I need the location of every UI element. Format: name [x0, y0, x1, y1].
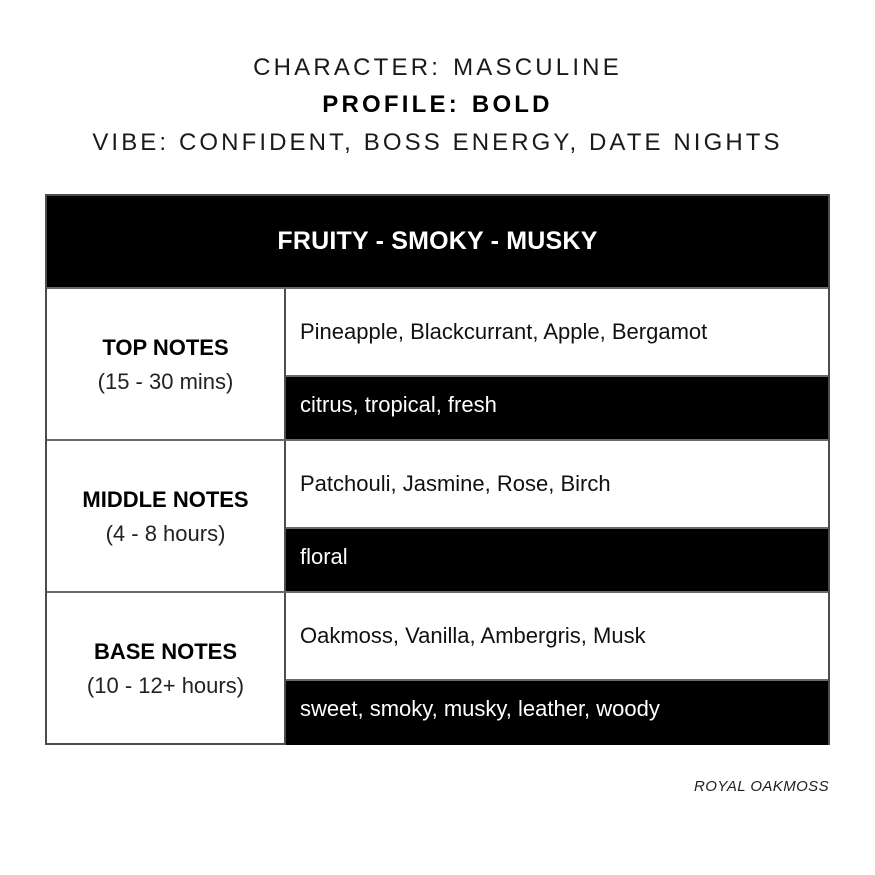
character-value: MASCULINE [453, 54, 622, 81]
top-notes-row [47, 289, 828, 441]
base-notes-ingredients: Oakmoss, Vanilla, Ambergris, Musk [286, 593, 828, 681]
middle-notes-duration: (4 - 8 hours) [105, 521, 226, 546]
profile-line [0, 91, 875, 119]
base-notes-accords: sweet, smoky, musky, leather, woody [286, 681, 828, 745]
middle-notes-accords: floral [286, 529, 828, 593]
scent-family-heading: FRUITY - SMOKY - MUSKY [47, 196, 828, 289]
top-notes-ingredients: Pineapple, Blackcurrant, Apple, Bergamot [286, 289, 828, 377]
top-notes-label-cell [47, 289, 286, 441]
character-key: CHARACTER: [253, 54, 442, 81]
base-notes-title: BASE NOTES [93, 639, 238, 664]
top-notes-title: TOP NOTES [102, 335, 229, 360]
middle-notes-ingredients: Patchouli, Jasmine, Rose, Birch [286, 441, 828, 529]
middle-notes-row [47, 441, 828, 593]
base-notes-label-cell [47, 593, 286, 745]
character-line [0, 54, 875, 82]
middle-notes-label-cell [47, 441, 286, 593]
middle-notes-title: MIDDLE NOTES [82, 487, 249, 512]
top-notes-accords: citrus, tropical, fresh [286, 377, 828, 441]
base-notes-duration: (10 - 12+ hours) [86, 673, 245, 698]
brand-name: ROYAL OAKMOSS [694, 778, 829, 795]
base-notes-row [47, 593, 828, 745]
vibe-line: VIBE: CONFIDENT, BOSS ENERGY, DATE NIGHTS [92, 129, 783, 156]
top-notes-duration: (15 - 30 mins) [97, 369, 234, 394]
fragrance-notes-table [45, 194, 830, 745]
profile-key: PROFILE: [322, 91, 460, 118]
profile-value: BOLD [471, 91, 553, 118]
